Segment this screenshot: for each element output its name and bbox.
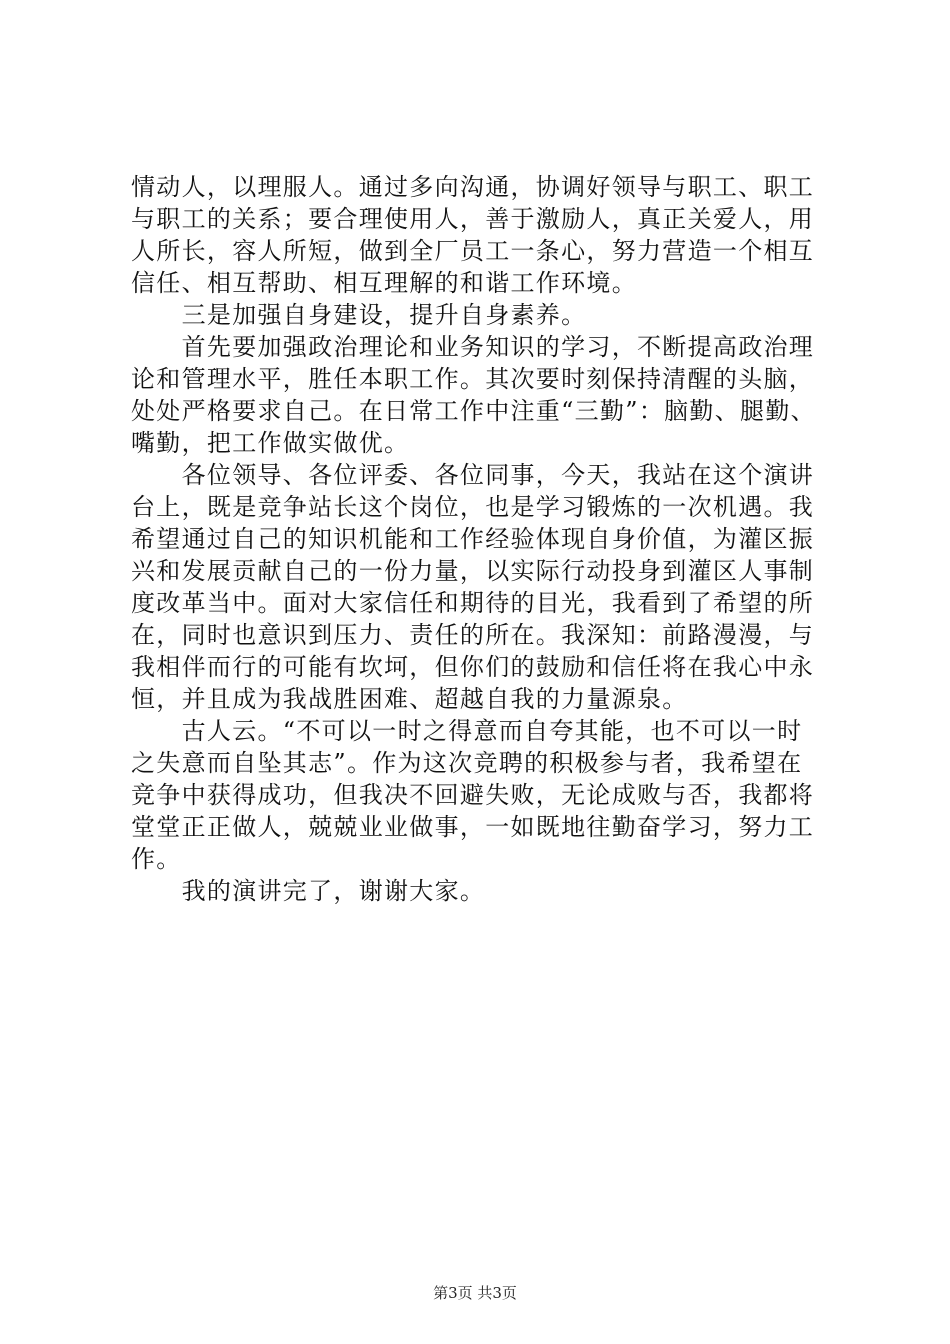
text-line: 度改革当中。面对大家信任和期待的目光，我看到了希望的所 (131, 589, 815, 617)
text-line: 三是加强自身建设，提升自身素养。 (131, 301, 587, 329)
text-line: 古人云。“不可以一时之得意而自夸其能，也不可以一时 (131, 717, 803, 745)
text-line: 人所长，容人所短，做到全厂员工一条心，努力营造一个相互 (131, 237, 815, 265)
text-line: 嘴勤，把工作做实做优。 (131, 429, 410, 457)
text-line: 情动人，以理服人。通过多向沟通，协调好领导与职工、职工 (131, 173, 815, 201)
text-line: 我的演讲完了，谢谢大家。 (131, 877, 486, 905)
document-body (131, 171, 831, 907)
text-line: 与职工的关系；要合理使用人，善于激励人，真正关爱人，用 (131, 205, 815, 233)
text-line: 论和管理水平，胜任本职工作。其次要时刻保持清醒的头脑， (131, 365, 815, 393)
text-line: 堂堂正正做人，兢兢业业做事，一如既地往勤奋学习，努力工 (131, 813, 815, 841)
text-line: 处处严格要求自己。在日常工作中注重“三勤”：脑勤、腿勤、 (131, 397, 816, 425)
text-line: 作。 (131, 845, 182, 873)
text-line: 兴和发展贡献自己的一份力量，以实际行动投身到灌区人事制 (131, 557, 815, 585)
text-line: 台上，既是竞争站长这个岗位，也是学习锻炼的一次机遇。我 (131, 493, 815, 521)
text-line: 首先要加强政治理论和业务知识的学习，不断提高政治理 (131, 333, 815, 361)
text-line: 我相伴而行的可能有坎坷，但你们的鼓励和信任将在我心中永 (131, 653, 815, 681)
text-line: 各位领导、各位评委、各位同事，今天，我站在这个演讲 (131, 461, 815, 489)
page-number-footer: 第3页 共3页 (433, 1284, 517, 1302)
text-line: 之失意而自坠其志”。作为这次竞聘的积极参与者，我希望在 (131, 749, 803, 777)
text-line: 希望通过自己的知识机能和工作经验体现自身价值，为灌区振 (131, 525, 815, 553)
text-line: 竞争中获得成功，但我决不回避失败，无论成败与否，我都将 (131, 781, 815, 809)
text-line: 在，同时也意识到压力、责任的所在。我深知：前路漫漫，与 (131, 621, 815, 649)
text-line: 恒，并且成为我战胜困难、超越自我的力量源泉。 (131, 685, 688, 713)
text-line: 信任、相互帮助、相互理解的和谐工作环境。 (131, 269, 637, 297)
